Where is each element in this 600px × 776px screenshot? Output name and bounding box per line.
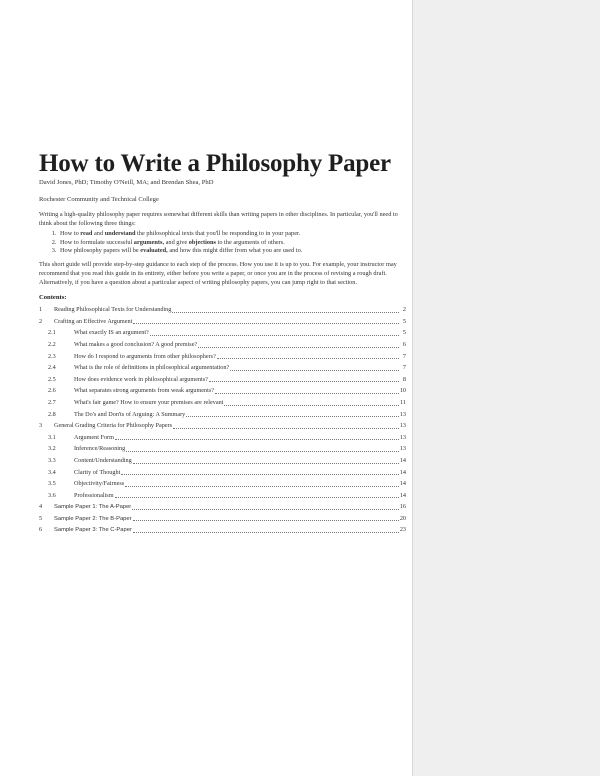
toc-entry[interactable] [39,316,406,328]
toc-number: 3.2 [48,445,56,453]
toc-label[interactable]: Argument Form [74,433,114,441]
toc-number: 2.8 [48,410,56,418]
table-of-contents [39,304,406,536]
toc-entry[interactable] [39,443,406,455]
toc-entry[interactable] [39,351,406,363]
toc-label[interactable]: What is the role of definitions in philosophical argumentation? [74,364,230,372]
toc-page-number: 23 [399,526,406,534]
list-item-text: the philosophical texts that you'll be responding to in your paper. [135,230,301,238]
list-item-text: How to formulate successful [60,238,134,246]
toc-leader-dots [150,334,399,336]
list-item-bold: objections [188,238,217,246]
toc-entry[interactable] [39,524,406,536]
toc-label[interactable]: Sample Paper 3: The C-Paper [54,527,132,534]
toc-page-number: 8 [402,375,406,383]
toc-page-number: 10 [399,387,406,395]
list-item-text: How to [60,230,81,238]
toc-page-number: 14 [399,491,406,499]
toc-entry[interactable] [39,478,406,490]
toc-number: 2 [39,317,43,325]
toc-page-number: 14 [399,468,406,476]
toc-label[interactable]: What exactly IS an argument? [74,329,149,337]
toc-entry[interactable] [39,467,406,479]
toc-label[interactable]: Sample Paper 1: The A-Paper [54,504,132,511]
toc-number: 2.1 [48,329,56,337]
list-item-bold: read [80,230,93,238]
toc-label[interactable]: Reading Philosophical Texts for Understanding [54,306,172,314]
list-item-bold: evaluated, [140,247,168,254]
toc-page-number: 14 [399,456,406,464]
toc-number: 3.5 [48,480,56,488]
toc-page-number: 11 [400,398,406,406]
list-item [58,247,406,255]
list-item-text: to the arguments of others. [216,238,285,246]
document-page [39,150,406,536]
toc-leader-dots [133,519,399,521]
toc-entry[interactable] [39,455,406,467]
toc-entry[interactable] [39,397,406,409]
toc-leader-dots [230,369,399,371]
toc-label[interactable]: How does evidence work in philosophical arguments? [74,375,208,383]
toc-label[interactable]: The Do's and Don'ts of Arguing: A Summary [74,410,186,418]
toc-leader-dots [132,508,399,510]
toc-page-number: 20 [399,514,406,522]
toc-page-number: 13 [399,445,406,453]
toc-number: 4 [39,503,43,511]
list-item-bold: arguments, [133,238,165,246]
toc-leader-dots [115,438,399,440]
toc-label[interactable]: Sample Paper 2: The B-Paper [54,515,132,522]
toc-number: 3.1 [48,433,56,441]
list-item [58,230,406,238]
guide-paragraph: This short guide will provide step-by-step guidance to each step of the process. How you use it is up to you. For example, your instructor may recommend that you read this guide in its entirety, either before you write a paper, or once you are in the process of revising a rough draft. Alternatively, if you have a question about a particular aspect of writing philosophy papers, you can jump right to that section. [39,261,397,286]
list-item-text: and how this might differ from what you are used to. [167,247,303,254]
toc-page-number: 5 [402,317,406,325]
toc-label[interactable]: Objectivity/Fairness [74,480,125,488]
toc-leader-dots [217,357,399,359]
toc-leader-dots [121,473,399,475]
toc-number: 2.3 [48,352,56,360]
toc-page-number: 14 [399,480,406,488]
toc-page-number: 5 [402,329,406,337]
toc-number: 1 [39,306,43,314]
toc-number: 2.2 [48,340,56,348]
comment-margin-pane [412,0,600,776]
list-item-bold: understand [104,230,136,238]
toc-number: 2.6 [48,387,56,395]
toc-label[interactable]: Professionalism [74,491,114,499]
toc-page-number: 7 [402,364,406,372]
toc-leader-dots [215,392,399,394]
toc-entry[interactable] [39,513,406,525]
toc-label[interactable]: Content/Understanding [74,456,132,464]
toc-label[interactable]: Crafting an Effective Argument [54,317,133,325]
toc-number: 2.4 [48,364,56,372]
college-line: Rochester Community and Technical College [39,196,159,203]
toc-number: 3 [39,422,43,430]
toc-leader-dots [198,346,399,348]
toc-leader-dots [133,462,399,464]
toc-leader-dots [133,531,399,533]
toc-leader-dots [115,496,399,498]
toc-number: 6 [39,526,43,534]
toc-leader-dots [209,380,399,382]
toc-page-number: 13 [399,410,406,418]
toc-label[interactable]: What separates strong arguments from weak arguments? [74,387,214,395]
toc-leader-dots [224,404,399,406]
author-line: David Jones, PhD; Timothy O'Neill, MA; and Brendan Shea, PhD [39,179,214,186]
toc-number: 3.4 [48,468,56,476]
toc-label[interactable]: What's fair game? How to ensure your premises are relevant [74,398,224,406]
toc-page-number: 13 [399,433,406,441]
document-title: How to Write a Philosophy Paper [39,150,391,177]
toc-number: 3.3 [48,456,56,464]
toc-page-number: 7 [402,352,406,360]
toc-page-number: 6 [402,340,406,348]
toc-label[interactable]: What makes a good conclusion? A good premise? [74,340,198,348]
toc-entry[interactable] [39,362,406,374]
toc-number: 2.7 [48,398,56,406]
toc-page-number: 13 [399,422,406,430]
toc-leader-dots [186,415,399,417]
skills-list [39,230,406,255]
toc-leader-dots [126,450,399,452]
toc-entry[interactable] [39,409,406,421]
toc-page-number: 2 [402,306,406,314]
contents-heading: Contents: [39,294,67,302]
toc-number: 3.6 [48,491,56,499]
toc-page-number: 16 [399,503,406,511]
list-item-text: and give [164,238,189,246]
toc-entry[interactable] [39,327,406,339]
toc-label[interactable]: General Grading Criteria for Philosophy Papers [54,422,173,430]
toc-label[interactable]: How do I respond to arguments from other philosophers? [74,352,216,360]
list-item-text: How philosophy papers will be [60,247,141,254]
toc-entry[interactable] [39,339,406,351]
intro-paragraph: Writing a high-quality philosophy paper requires somewhat different skills than writing papers in other disciplines. In particular, you'll need to think about the following three things: [39,211,398,227]
list-item [58,239,406,247]
toc-label[interactable]: Clarity of Thought [74,468,121,476]
toc-leader-dots [172,311,399,313]
toc-leader-dots [133,322,399,324]
toc-entry[interactable] [39,374,406,386]
toc-number: 2.5 [48,375,56,383]
list-item-text: and [92,230,105,238]
toc-number: 5 [39,514,43,522]
toc-entry[interactable] [39,385,406,397]
toc-entry[interactable] [39,501,406,513]
toc-entry[interactable] [39,490,406,502]
toc-entry[interactable] [39,420,406,432]
toc-label[interactable]: Inference/Reasoning [74,445,126,453]
toc-entry[interactable] [39,432,406,444]
toc-leader-dots [173,427,399,429]
toc-entry[interactable] [39,304,406,316]
toc-leader-dots [125,485,399,487]
